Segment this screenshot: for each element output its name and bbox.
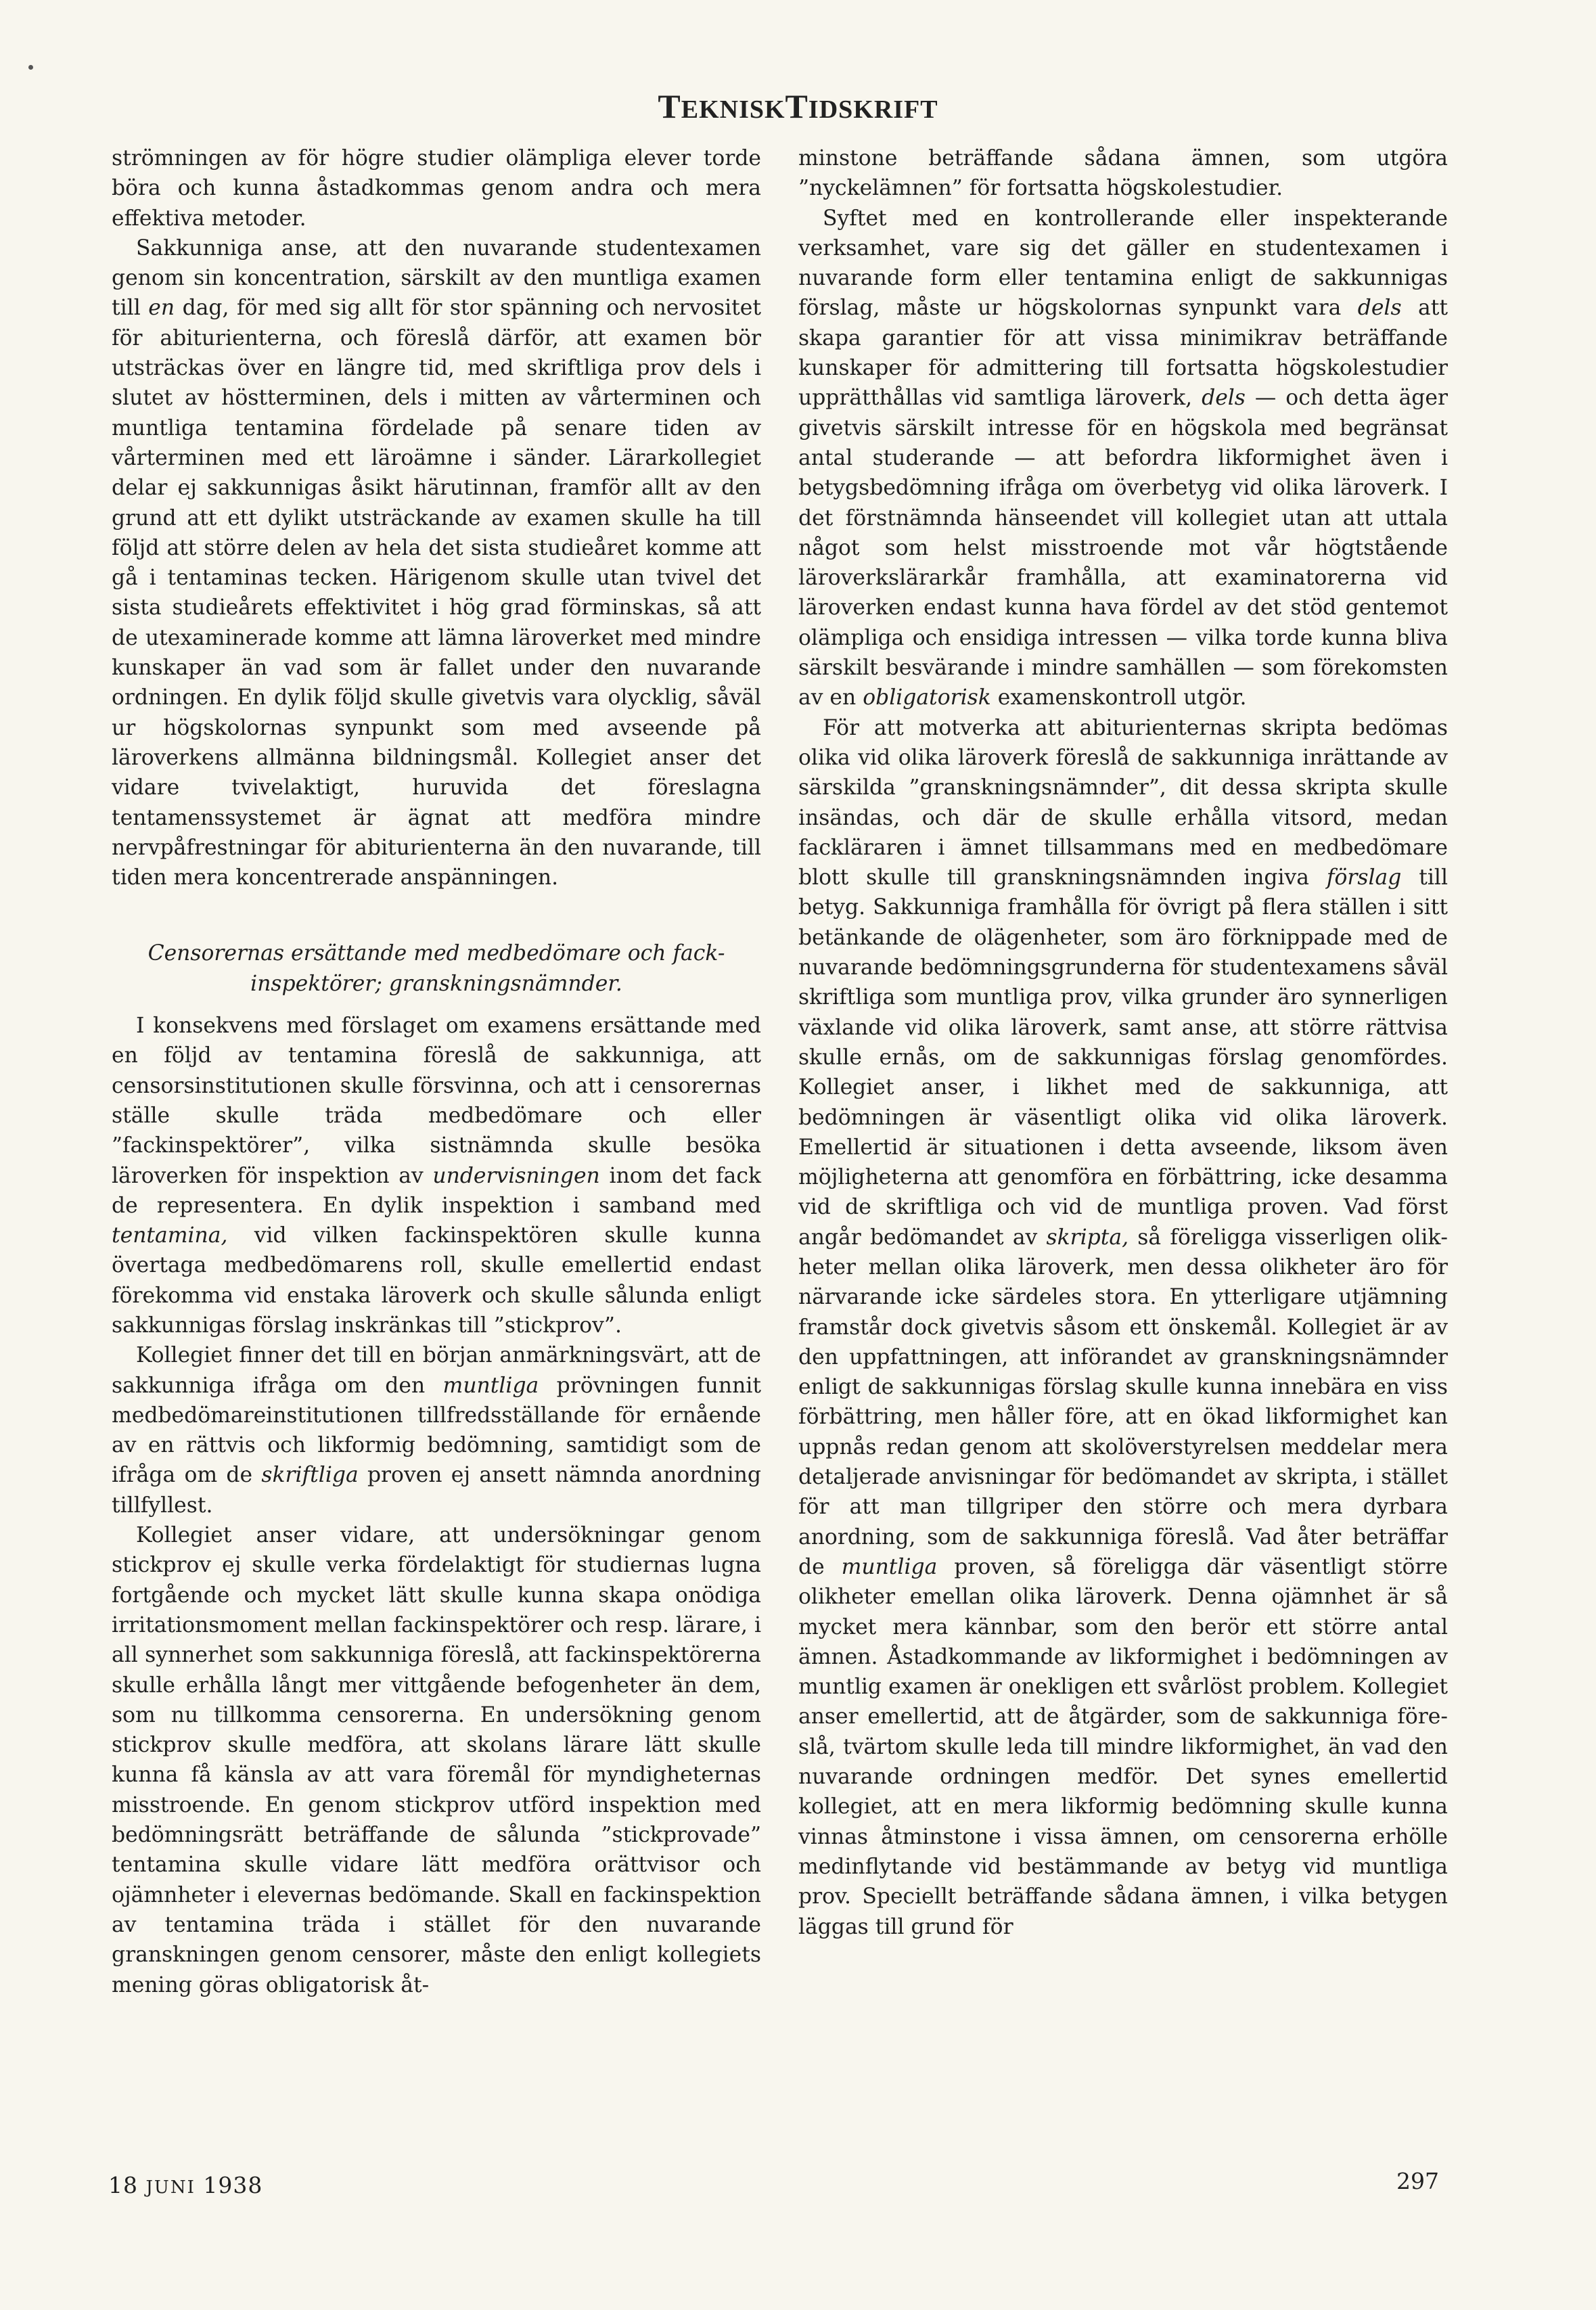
speck-mark bbox=[28, 65, 33, 70]
paragraph: Syftet med en kontrollerande eller inspekterande verksamhet, vare sig det gäller en studentexamen i nuvarande form eller tentamina enligt de sakkunnigas förslag, måste ur högskolornas synpunkt vara dels att skapa garantier för att vissa minimikrav beträffande kunskaper för admittering till fortsatta högskolestudier upprätthållas vid samtliga läroverk, dels — och detta äger givetvis särskilt intresse för en högskola med begränsat antal studerande — att befordra likformighet även i betygsbedömning ifråga om överbetyg vid olika läroverk. I det förstnämnda hänseendet vill kollegiet utan att uttala något som helst misstroende mot vår högtstående läroverkslärarkår framhålla, att examinatorerna vid läroverken endast kunna hava fördel av det stöd gentemot olämpliga och ensidiga intressen — vilka torde kunna bliva särskilt besvärande i mindre samhällen — som förekomsten av en obligatorisk examenskontroll utgör. bbox=[798, 206, 1448, 710]
issue-date: 18 JUNI 1938 bbox=[108, 2172, 263, 2198]
paragraph: För att motverka att abiturienternas skripta bedömas olika vid olika läroverk föreslå de sakkunniga inrättande av särskilda ”granskningsnämnder”, dit dessa skripta skulle insändas, och där de skulle erhålla vitsord, medan fackläraren i ämnet tillsammans med en medbedömare blott skulle till granskningsnämnden ingiva förslag till betyg. Sakkunniga framhålla för övrigt på flera ställen i sitt betänkande de olägenheter, som äro förknippade med de nuvarande bedömningsgrunderna för studentexamens såväl skriftliga som muntliga prov, vilka grunder äro synnerligen växlande vid olika läroverk, samt anse, att större rättvisa skulle ernås, om de sakkunnigas förslag genomfördes. Kollegiet anser, i likhet med de sakkunniga, att bedömningen är väsentligt olika vid olika läroverk. Emellertid är situationen i detta avseende, liksom även möjligheterna att genomföra en förbättring, icke desamma vid de skriftliga och vid de muntliga proven. Vad först angår bedömandet av skripta, så föreligga visserligen olikheter mellan olika läroverk, men dessa olikheter äro för närvarande icke särdeles stora. En ytterligare utjämning framstår dock givetvis såsom ett önskemål. Kollegiet är av den uppfattningen, att införandet av granskningsnämnder enligt de sakkunnigas förslag skulle kunna innebära en viss förbättring, men håller före, att en ökad likformighet kan uppnås redan genom att skolöverstyrelsen meddelar mera detaljerade anvisningar för bedömandet av skripta, i stället för att man tillgriper den större och mera dyrbara anordning, som de sakkunniga föreslå. Vad åter beträffar de muntliga proven, så föreligga där väsentligt större olikheter emellan olika läroverk. Denna ojämnhet är så mycket mera kännbar, som den berör ett större antal ämnen. Åstadkommande av likformighet i bedömningen av muntlig examen är onekligen ett svårlöst problem. Kollegiet anser emellertid, att de åtgärder, som de sakkunniga föreslå, tvärtom skulle leda till mindre likformighet, än vad den nuvarande ordningen medför. Det synes emellertid kollegiet, att en mera likformig bedömning skulle kunna vinnas åtminstone i vissa ämnen, om censorerna erhölle medinflytande vid bestämmande av betyg vid muntliga prov. Speciellt beträffande sådana ämnen, i vilka betygen läggas till grund för bbox=[798, 715, 1449, 1939]
right-column bbox=[798, 143, 1448, 2146]
page-number: 297 bbox=[1396, 2168, 1439, 2194]
left-column bbox=[112, 143, 761, 2146]
paragraph: I konsekvens med förslaget om examens ersättande med en följd av tentamina föreslå de sakkunniga, att censorsinstitutionen skulle försvinna, och att i censorernas ställe skulle träda medbedömare och eller ”fackinspektörer”, vilka sistnämnda skulle besöka läroverken för inspektion av undervisningen inom det fack de representera. En dylik inspektion i samband med tentamina, vid vilken fackinspektören skulle kunna övertaga medbedömarens roll, skulle emellertid endast förekomma vid enstaka läroverk och skulle sålunda enligt sakkunnigas förslag inskränkas till ”stickprov”. bbox=[112, 1014, 761, 1338]
paragraph: Kollegiet finner det till en början anmärkningsvärt, att de sakkunniga ifråga om den muntliga prövningen funnit medbedömareinstitutionen tillfredsställande för ernående av en rättvis och likformig bedömning, samtidigt som de ifråga om de skriftliga proven ej ansett nämnda anordning tillfyllest. bbox=[112, 1343, 761, 1518]
paragraph: minstone beträffande sådana ämnen, som utgöra ”nyckelämnen” för fortsatta högskolestudier. bbox=[798, 146, 1448, 201]
section-heading: Censorernas ersättande med medbedömare och fack- inspektörer; granskningsnämnder. bbox=[147, 941, 725, 996]
text-columns bbox=[112, 143, 1448, 2146]
running-header: TEKNISKTIDSKRIFT bbox=[658, 87, 938, 125]
paragraph: Kollegiet anser vidare, att undersökningar genom stickprov ej skulle verka fördelaktigt för studiernas lugna fortgående och mycket lätt skulle kunna skapa onödiga irritationsmoment mellan fackinspektörer och resp. lärare, i all synnerhet som sakkunniga föreslå, att fackinspektörerna skulle erhålla långt mer vittgående befogenheter än dem, som nu tillkomma censorerna. En undersökning genom stickprov skulle medföra, att skolans lärare lätt skulle kunna få känsla av att vara föremål för myndigheternas misstroende. En genom stickprov utförd inspektion med bedömningsrätt beträffande de sålunda ”stickprovade” tentamina skulle vidare lätt medföra orättvisor och ojämnheter i elevernas bedömande. Skall en fackinspektion av tentamina träda i stället för den nuvarande granskningen genom censorer, måste den enligt kollegiets mening göras obligatorisk åt- bbox=[112, 1523, 761, 1997]
paragraph: strömningen av för högre studier olämpliga elever torde böra och kunna åstadkommas genom andra och mera effektiva metoder. bbox=[112, 146, 761, 231]
paragraph: Sakkunniga anse, att den nuvarande studentexamen genom sin koncentration, särskilt av den muntliga examen till en dag, för med sig allt för stor spänning och nervositet för abiturienterna, och föreslå därför, att examen bör utsträckas över en längre tid, med skriftliga prov dels i slutet av höstterminen, dels i mitten av vårterminen och muntliga tentamina fördelade på senare tiden av vårterminen med ett läroämne i sänder. Lärarkollegiet delar ej sakkunnigas åsikt härutinnan, framför allt av den grund att ett dylikt utsträckande av examen skulle ha till följd att större delen av hela det sista studieåret komme att gå i tentaminas tecken. Härigenom skulle utan tvivel det sista studieårets effektivitet i hög grad förminskas, så att de utexaminerade komme att lämna läroverket med mindre kunskaper än vad som är fallet under den nuvarande ordningen. En dylik följd skulle givetvis vara olycklig, såväl ur högskolornas synpunkt som med avseende på läroverkens allmänna bildningsmål. Kollegiet anser det vidare tvivelaktigt, huruvida det föreslagna tentamenssystemet är ägnat att medföra mindre nervpåfrestningar för abiturienterna än den nuvarande, till tiden mera koncentrerade anspänningen. bbox=[112, 235, 761, 890]
